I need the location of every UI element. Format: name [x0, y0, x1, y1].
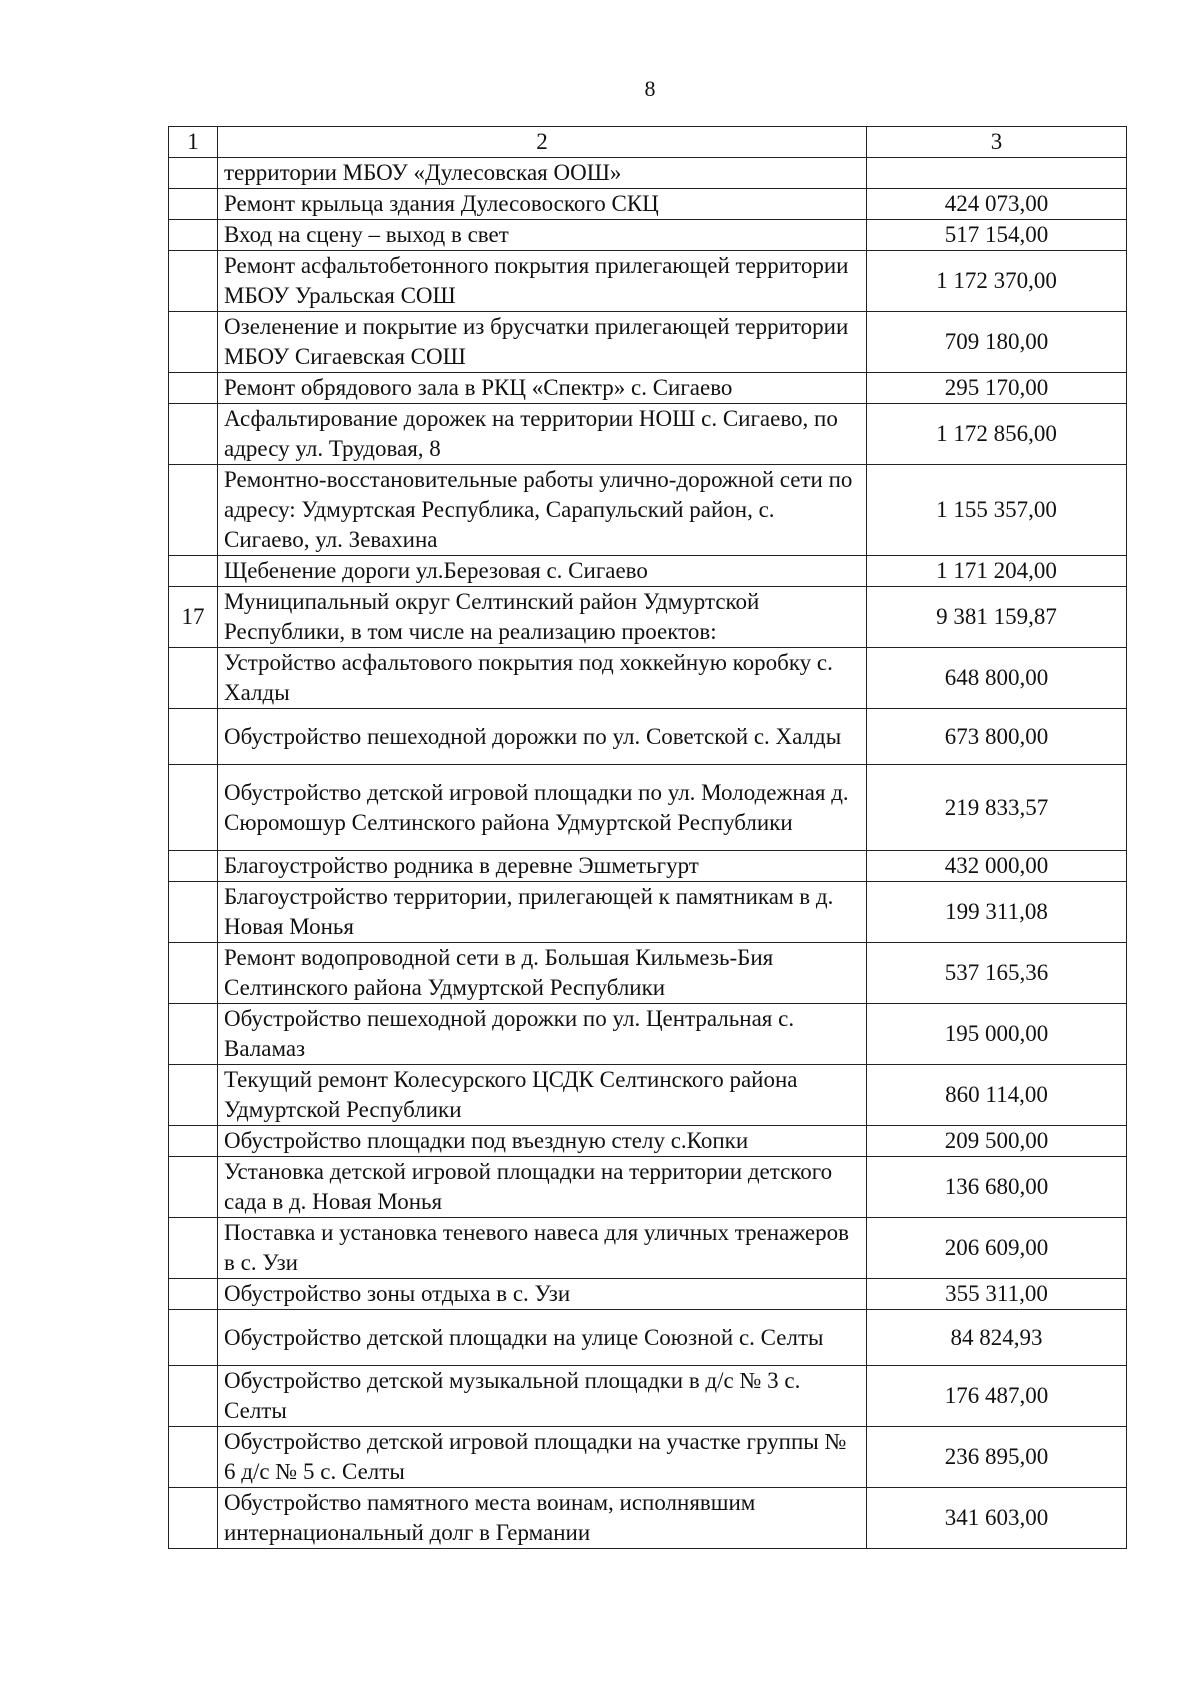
row-description: Ремонт асфальтобетонного покрытия прилегающей территории МБОУ Уральская СОШ	[218, 251, 867, 312]
row-amount: 341 603,00	[867, 1488, 1127, 1549]
table-row	[169, 1488, 1127, 1549]
table-row	[169, 1218, 1127, 1279]
row-amount: 648 800,00	[867, 648, 1127, 709]
row-amount: 9 381 159,87	[867, 587, 1127, 648]
row-description: Асфальтирование дорожек на территории НОШ с. Сигаево, по адресу ул. Трудовая, 8	[218, 404, 867, 465]
row-number	[169, 404, 218, 465]
row-number	[169, 1488, 218, 1549]
row-amount: 176 487,00	[867, 1366, 1127, 1427]
row-amount: 1 155 357,00	[867, 465, 1127, 556]
row-number	[169, 1279, 218, 1310]
row-amount: 673 800,00	[867, 709, 1127, 765]
row-amount: 860 114,00	[867, 1065, 1127, 1126]
table-row	[169, 943, 1127, 1004]
row-number	[169, 158, 218, 189]
row-amount: 206 609,00	[867, 1218, 1127, 1279]
row-description: Обустройство пешеходной дорожки по ул. Центральная с. Валамаз	[218, 1004, 867, 1065]
row-description: Обустройство пешеходной дорожки по ул. Советской с. Халды	[218, 709, 867, 765]
row-number	[169, 1157, 218, 1218]
row-number	[169, 373, 218, 404]
row-number	[169, 851, 218, 882]
row-number	[169, 312, 218, 373]
row-number	[169, 1366, 218, 1427]
table-row	[169, 1157, 1127, 1218]
row-number	[169, 1427, 218, 1488]
row-description: Ремонт крыльца здания Дулесовоского СКЦ	[218, 189, 867, 220]
row-amount: 355 311,00	[867, 1279, 1127, 1310]
row-description: Вход на сцену – выход в свет	[218, 220, 867, 251]
row-number	[169, 882, 218, 943]
row-amount: 84 824,93	[867, 1310, 1127, 1366]
row-number	[169, 765, 218, 851]
table-row	[169, 648, 1127, 709]
row-amount: 209 500,00	[867, 1126, 1127, 1157]
row-number	[169, 220, 218, 251]
table-row	[169, 556, 1127, 587]
table-row	[169, 220, 1127, 251]
row-number	[169, 648, 218, 709]
header-col-1: 1	[169, 127, 218, 158]
row-amount: 1 172 370,00	[867, 251, 1127, 312]
table-row	[169, 465, 1127, 556]
table-row	[169, 404, 1127, 465]
row-description: Обустройство зоны отдыха в с. Узи	[218, 1279, 867, 1310]
table-row	[169, 312, 1127, 373]
row-amount: 199 311,08	[867, 882, 1127, 943]
table-row	[169, 189, 1127, 220]
row-description: Установка детской игровой площадки на территории детского сада в д. Новая Монья	[218, 1157, 867, 1218]
row-description: Текущий ремонт Колесурского ЦСДК Селтинского района Удмуртской Республики	[218, 1065, 867, 1126]
row-description: Обустройство детской музыкальной площадки в д/с № 3 с. Селты	[218, 1366, 867, 1427]
table-row	[169, 765, 1127, 851]
row-description: Благоустройство территории, прилегающей к памятникам в д. Новая Монья	[218, 882, 867, 943]
row-description: Поставка и установка теневого навеса для уличных тренажеров в с. Узи	[218, 1218, 867, 1279]
header-col-2: 2	[218, 127, 867, 158]
table-row	[169, 851, 1127, 882]
row-amount: 1 171 204,00	[867, 556, 1127, 587]
row-description: Обустройство площадки под въездную стелу с.Копки	[218, 1126, 867, 1157]
row-amount: 517 154,00	[867, 220, 1127, 251]
table-header-row	[169, 127, 1127, 158]
table-row	[169, 1310, 1127, 1366]
row-number	[169, 251, 218, 312]
row-description: Ремонт обрядового зала в РКЦ «Спектр» с. Сигаево	[218, 373, 867, 404]
row-number	[169, 1218, 218, 1279]
table-row	[169, 587, 1127, 648]
row-amount: 1 172 856,00	[867, 404, 1127, 465]
budget-table	[168, 126, 1127, 1549]
table-row	[169, 251, 1127, 312]
table-row	[169, 1004, 1127, 1065]
table-row	[169, 373, 1127, 404]
table-row	[169, 1366, 1127, 1427]
row-description: Обустройство детской игровой площадки на участке группы № 6 д/с № 5 с. Селты	[218, 1427, 867, 1488]
row-amount: 424 073,00	[867, 189, 1127, 220]
row-description: Обустройство памятного места воинам, исполнявшим интернациональный долг в Германии	[218, 1488, 867, 1549]
row-amount: 219 833,57	[867, 765, 1127, 851]
table-row	[169, 1126, 1127, 1157]
row-description: Обустройство детской площадки на улице Союзной с. Селты	[218, 1310, 867, 1366]
row-description: Обустройство детской игровой площадки по ул. Молодежная д. Сюромошур Селтинского района Удмуртской Республики	[218, 765, 867, 851]
row-description: Устройство асфальтового покрытия под хоккейную коробку с. Халды	[218, 648, 867, 709]
row-amount: 236 895,00	[867, 1427, 1127, 1488]
row-description: Щебенение дороги ул.Березовая с. Сигаево	[218, 556, 867, 587]
row-description: Ремонтно-восстановительные работы улично-дорожной сети по адресу: Удмуртская Республика, Сарапульский район, с. Сигаево, ул. Зевахина	[218, 465, 867, 556]
row-description: Муниципальный округ Селтинский район Удмуртской Республики, в том числе на реализацию проектов:	[218, 587, 867, 648]
row-number	[169, 465, 218, 556]
row-description: Ремонт водопроводной сети в д. Большая Кильмезь-Бия Селтинского района Удмуртской Республики	[218, 943, 867, 1004]
row-number	[169, 1310, 218, 1366]
row-amount: 537 165,36	[867, 943, 1127, 1004]
row-description: Благоустройство родника в деревне Эшметьгурт	[218, 851, 867, 882]
row-number	[169, 943, 218, 1004]
row-amount	[867, 158, 1127, 189]
row-number	[169, 709, 218, 765]
row-amount: 136 680,00	[867, 1157, 1127, 1218]
table-row	[169, 709, 1127, 765]
table-row	[169, 1065, 1127, 1126]
row-amount: 709 180,00	[867, 312, 1127, 373]
header-col-3: 3	[867, 127, 1127, 158]
row-number	[169, 556, 218, 587]
table-row	[169, 882, 1127, 943]
row-number	[169, 1126, 218, 1157]
row-description: Озеленение и покрытие из брусчатки прилегающей территории МБОУ Сигаевская СОШ	[218, 312, 867, 373]
page-number: 8	[644, 76, 656, 101]
row-amount: 295 170,00	[867, 373, 1127, 404]
row-number	[169, 189, 218, 220]
table-row	[169, 1427, 1127, 1488]
row-amount: 432 000,00	[867, 851, 1127, 882]
row-amount: 195 000,00	[867, 1004, 1127, 1065]
row-description: территории МБОУ «Дулесовская ООШ»	[218, 158, 867, 189]
table-row	[169, 158, 1127, 189]
row-number	[169, 1004, 218, 1065]
row-number: 17	[169, 587, 218, 648]
table-row	[169, 1279, 1127, 1310]
row-number	[169, 1065, 218, 1126]
